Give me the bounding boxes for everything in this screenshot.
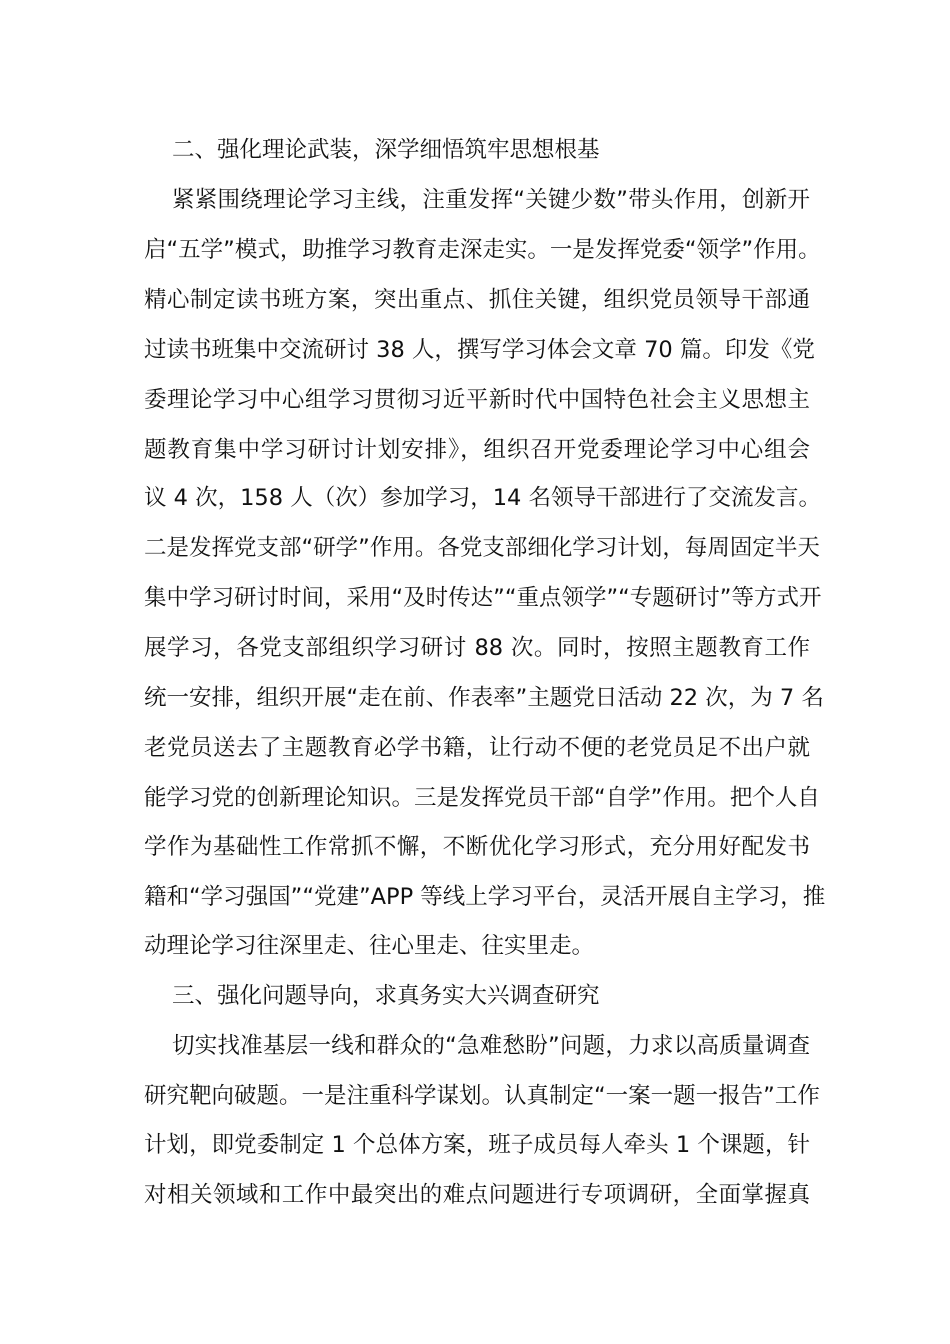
section-heading-2: 二、强化理论武装，深学细悟筑牢思想根基: [172, 137, 600, 163]
paragraph-line: 动理论学习往深里走、往心里走、往实里走。: [144, 933, 595, 959]
paragraph-line: 精心制定读书班方案，突出重点、抓住关键，组织党员领导干部通: [144, 287, 810, 313]
paragraph-line: 籍和“学习强国”“党建”APP 等线上学习平台，灵活开展自主学习，推: [144, 884, 826, 910]
paragraph-line: 题教育集中学习研讨计划安排》，组织召开党委理论学习中心组会: [144, 437, 810, 463]
paragraph-line: 能学习党的创新理论知识。三是发挥党员干部“自学”作用。把个人自: [144, 785, 820, 811]
paragraph-line: 切实找准基层一线和群众的“急难愁盼”问题，力求以高质量调查: [172, 1033, 810, 1059]
paragraph-line: 对相关领域和工作中最突出的难点问题进行专项调研，全面掌握真: [144, 1182, 810, 1208]
paragraph-line: 集中学习研讨时间，采用“及时传达”“重点领学”“专题研讨”等方式开: [144, 585, 822, 611]
paragraph-line: 研究靶向破题。一是注重科学谋划。认真制定“一案一题一报告”工作: [144, 1083, 820, 1109]
paragraph-line: 议 4 次，158 人（次）参加学习，14 名领导干部进行了交流发言。: [144, 485, 822, 511]
paragraph-line: 统一安排，组织开展“走在前、作表率”主题党日活动 22 次，为 7 名: [144, 685, 824, 711]
paragraph-line: 老党员送去了主题教育必学书籍，让行动不便的老党员足不出户就: [144, 735, 810, 761]
paragraph-line: 过读书班集中交流研讨 38 人，撰写学习体会文章 70 篇。印发《党: [144, 337, 815, 363]
paragraph-line: 展学习，各党支部组织学习研讨 88 次。同时，按照主题教育工作: [144, 635, 810, 661]
paragraph-line: 二是发挥党支部“研学”作用。各党支部细化学习计划，每周固定半天: [144, 535, 820, 561]
paragraph-line: 学作为基础性工作常抓不懈，不断优化学习形式，充分用好配发书: [144, 834, 810, 860]
paragraph-line: 计划，即党委制定 1 个总体方案，班子成员每人牵头 1 个课题，针: [144, 1132, 810, 1158]
paragraph-line: 委理论学习中心组学习贯彻习近平新时代中国特色社会主义思想主: [144, 387, 810, 413]
section-heading-3: 三、强化问题导向，求真务实大兴调查研究: [172, 983, 600, 1009]
paragraph-line: 启“五学”模式，助推学习教育走深走实。一是发挥党委“领学”作用。: [144, 237, 821, 263]
paragraph-line: 紧紧围绕理论学习主线，注重发挥“关键少数”带头作用，创新开: [172, 187, 810, 213]
